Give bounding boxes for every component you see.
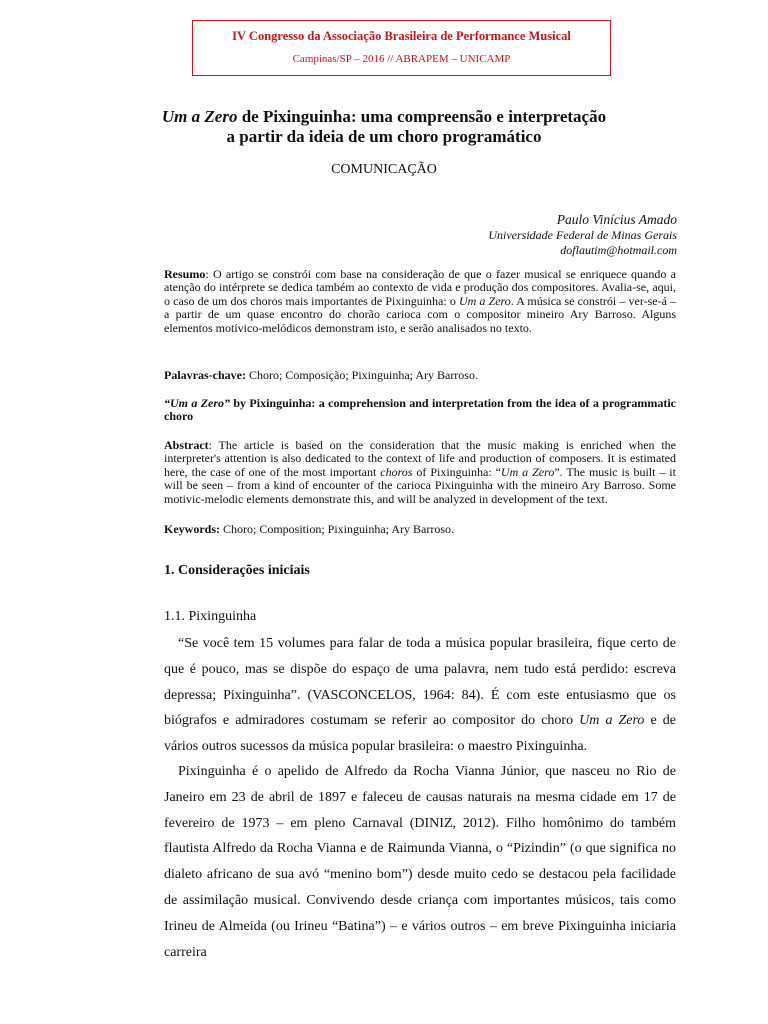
subsection-heading: 1.1. Pixinguinha [164, 609, 257, 624]
abstract-label: Abstract [164, 438, 209, 452]
author-email: doflautim@hotmail.com [560, 243, 677, 257]
body-paragraph-2 [164, 759, 676, 965]
conference-subtitle: Campinas/SP – 2016 // ABRAPEM – UNICAMP [292, 53, 511, 65]
abstract-text-c: ”. The music is built – it will be seen – from a kind of encounter of the carioca Pixinguinha with the mineiro Ary Barroso. Some motivic-melodic elements demonstrate this, and will be analyzed in development of the text. [164, 464, 676, 506]
palavras-chave-text: Choro; Composição; Pixinguinha; Ary Barroso. [245, 368, 478, 382]
paper-title [0, 107, 768, 147]
paper-type-label: COMUNICAÇÃO [331, 162, 437, 177]
palavras-chave-label: Palavras-chave: [164, 368, 246, 382]
palavras-chave-paragraph [164, 369, 676, 382]
keywords-text: Choro; Composition; Pixinguinha; Ary Barroso. [220, 522, 455, 536]
resumo-paragraph [164, 268, 676, 335]
english-title-italic: “Um a Zero” [164, 396, 231, 410]
conference-title: IV Congresso da Associação Brasileira de Performance Musical [232, 29, 571, 43]
abstract-paragraph [164, 439, 676, 506]
body-p1-italic: Um a Zero [579, 713, 645, 729]
body-p1-text-b: e de vários outros sucessos da música popular brasileira: o maestro Pixinguinha. [164, 713, 676, 755]
paper-title-rest: de Pixinguinha: uma compreensão e interpretação [237, 107, 607, 126]
body-paragraph-1 [164, 631, 676, 760]
author-block [377, 212, 677, 258]
abstract-italic-a: choros [380, 464, 413, 479]
english-title [164, 397, 676, 424]
resumo-label: Resumo [164, 267, 206, 281]
english-title-rest: by Pixinguinha: a comprehension and interpretation from the idea of a programmatic choro [164, 396, 677, 424]
abstract-italic-b: Um a Zero [500, 464, 555, 479]
keywords-label: Keywords: [164, 522, 220, 536]
section-heading: 1. Considerações iniciais [164, 563, 310, 578]
paper-title-italic: Um a Zero [161, 107, 238, 126]
resumo-italic-a: Um a Zero [458, 293, 511, 308]
keywords-paragraph [164, 523, 676, 536]
resumo-text-a: : O artigo se constrói com base na consideração de que o fazer musical se enriquece quando a atenção do intérprete se dedica também ao contexto de vida e produção dos compositores. Avalia-se, aqui, o caso de um dos choros mais importantes de Pixinguinha: o [164, 267, 676, 308]
body-p1-text-a: “Se você tem 15 volumes para falar de toda a música popular brasileira, fique certo de que é pouco, mas se dispõe do espaço de uma palavra, nem tudo está perdido: escreva depressa; Pixinguinha”. (VASCONCELOS, 1964: 84). É com este entusiasmo que os biógrafos e admiradores costumam se referir ao compositor do choro [164, 636, 676, 729]
paper-title-line-1 [0, 107, 768, 127]
abstract-text-b: of Pixinguinha: “ [412, 464, 501, 479]
body-p2-text: Pixinguinha é o apelido de Alfredo da Rocha Vianna Júnior, que nasceu no Rio de Janeiro em 23 de abril de 1897 e faleceu de causas naturais na mesma cidade em 17 de fevereiro de 1973 – em pleno Carnaval (DINIZ, 2012). Filho homônimo do também flautista Alfredo da Rocha Vianna e de Raimunda Vianna, o “Pizindin” (o que significa no dialeto africano de sua avó “menino bom”) desde muito cedo se destacou pela facilidade de assimilação musical. Convivendo desde criança com importantes músicos, tais como Irineu de Almeida (ou Irineu “Batina”) – e vários outros – em breve Pixinguinha iniciaria carreira [164, 764, 676, 960]
author-institution: Universidade Federal de Minas Gerais [488, 228, 677, 242]
author-name: Paulo Vinícius Amado [556, 212, 677, 227]
resumo-text-b: . A música se constrói – ver-se-á – a partir de um quase encontro do chorão carioca com o compositor mineiro Ary Barroso. Alguns elementos motívico-melódicos demonstram isto, e serão analisados no texto. [164, 293, 677, 335]
paper-title-line-2: a partir da ideia de um choro programático [226, 127, 542, 146]
conference-header-box [192, 20, 611, 76]
abstract-text-a: : The article is based on the consideration that the music making is enriched when the interpreter's attention is also dedicated to the context of life and production of composers. It is estimated here, the case of one of the most important [164, 438, 676, 479]
